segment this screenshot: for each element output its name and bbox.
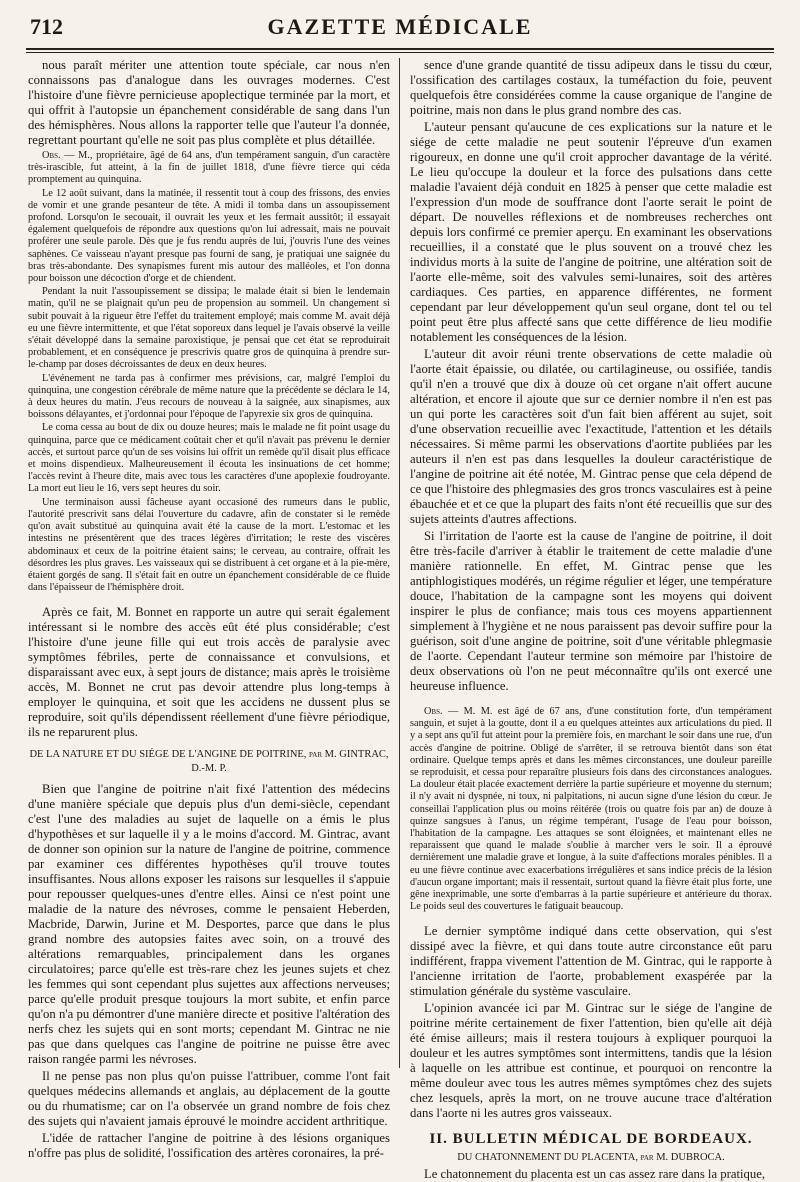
paragraph: sence d'une grande quantité de tissu adipeux dans le tissu du cœur, l'ossification des cartilages costaux, la tuméfaction du foie, peuvent quelquefois être considérées comme la cause organique de l'angine de poitrine, mais non dans le plus grand nombre des cas. bbox=[410, 58, 772, 117]
page-number: 712 bbox=[30, 14, 63, 39]
paragraph: L'opinion avancée ici par M. Gintrac sur le siége de l'angine de poitrine mérite certainement de fixer l'attention, bien qu'elle ait déjà été émise ailleurs; mais il restera toujours à expliquer pourquoi la douleur et les autres symptômes sont intermittens, tandis que la lésion à laquelle on les attribue est continue, et pourquoi on rencontre la même douleur avec tous les autres mêmes symptômes chez des sujets chez lesquels, après la mort, on ne trouve aucune trace d'altération dans l'aorte ni les autres gros vaisseaux. bbox=[410, 1001, 772, 1121]
observation-paragraph: L'événement ne tarda pas à confirmer mes prévisions, car, malgré l'emploi du quinquina, une congestion cérébrale de même nature que la précédente se déclara le 14, à deux heures du matin. J'eus recours de nouveau à la saignée, aux sinapismes, aux boissons délayantes, et j'ordonnai pour l'époque de l'apyrexie six gros de quinquina. bbox=[28, 372, 390, 421]
header-rule bbox=[26, 48, 774, 50]
observation-text: — M. M. est âgé de 67 ans, d'une constitution forte, d'un tempérament sanguin, et sujet à la goutte, dont il a eu quelques atteintes aux articulations du pied. Il y a sept ans qu'il fut atteint pour la première fois, en marchant le soir dans une rue, d'un accès d'angine de poitrine. Obligé de s'arrêter, il se retrouva bientôt dans son état ordinaire. Quelque temps après et dans les mêmes circonstances, une douleur pareille se reproduisit, et cessa pour reparaître plusieurs fois dans des circonstances analogues. La douleur était placée exactement derrière la partie supérieure et moyenne du sternum; il n'y avait ni dyspnée, ni toux, ni palpitations, ni aucun signe d'une lésion du cœur. Je conseillai l'application plus ou moins réitérée (trois ou quatre fois par an) de douze à quinze sangsues à l'anus, un régime tempérant, l'usage de l'eau pour boisson, l'habitation de la campagne. Les attaques se sont éloignées, et maintenant elles ne reparaissent que quand le malade s'oublie à marcher vers le soir. Il a éprouvé dernièrement une maladie grave et longue, à la suite d'affections morales pénibles. Il a eu une fièvre continue avec exacerbations irrégulières et sans indice précis de la lésion d'aucun organe important; mais il ressentait, surtout quand la fièvre était plus forte, une gêne inexprimable, une sorte d'embarras à la partie supérieure et antérieure du thorax. Le poids seul des couvertures le fatiguait beaucoup. bbox=[410, 706, 772, 913]
observation-paragraph bbox=[410, 706, 772, 913]
observation-text: — M., propriétaire, âgé de 64 ans, d'un tempérament sanguin, d'un caractère très-irascible, fut atteint, à la fin de juillet 1818, d'une fièvre tierce qui céda promptement au quinquina. bbox=[28, 150, 391, 186]
observation-label: Obs. bbox=[42, 150, 61, 161]
page-header bbox=[30, 12, 770, 46]
paragraph: L'idée de rattacher l'angine de poitrine à des lésions organiques n'offre pas plus de solidité, l'ossification des artères coronaires, la pré- bbox=[28, 1131, 390, 1161]
spacer bbox=[410, 696, 772, 706]
paragraph: L'auteur pensant qu'aucune de ces explications sur la nature et le siége de cette maladie ne peut soutenir l'épreuve d'un examen rigoureux, en donne une qu'il croit approcher davantage de la vérité. Le lieu qu'occupe la douleur et la force des pulsations dans cette maladie l'avaient déjà conduit en 1825 à penser que cette maladie est l'expression d'un mode de souffrance dont l'aorte serait le point de départ. De nouvelles réflexions et de nombreuses recherches ont depuis lors confirmé ce premier aperçu. En examinant les observations recueillies, il a constaté que le plus souvent on a trouvé chez les individus morts à la suite de l'angine de poitrine, une altération soit de l'aorte elle-même, soit des valvules semi-lunaires, soit des artères cardiaques. Ces parties, en apparence différentes, ne forment cependant par leur développement qu'un seul organe, dont tel ou tel point peut être plus affecté sans que cette différence de lieu modifie notablement les conséquences de la lésion. bbox=[410, 120, 772, 344]
running-title: GAZETTE MÉDICALE bbox=[267, 14, 533, 39]
article-title: DE LA NATURE ET DU SIÉGE DE L'ANGINE DE POITRINE, par M. GINTRAC, D.-M. P. bbox=[29, 749, 389, 775]
paragraph: Après ce fait, M. Bonnet en rapporte un autre qui serait également intéressant si le nombre des accès eût été plus considérable; c'est l'histoire d'une jeune fille qui eut trois accès de paralysie avec symptômes fébriles, perte de connaissance et convulsions, et disparaissant avec eux, à sept jours de distance; mais après le troisième accès, M. Bonnet ne crut pas devoir attendre plus long-temps à employer le quinquina, et soit que les accidens ne dussent plus se reproduire, soit qu'ils dépendissent réellement d'une fièvre périodique, ils ne reparurent plus. bbox=[28, 605, 390, 740]
observation-paragraph: Le 12 août suivant, dans la matinée, il ressentit tout à coup des frissons, des envies de vomir et une grande pesanteur de tête. A midi il tomba dans un assoupissement profond. Lorsqu'on le secouait, il ouvrait les yeux et les fermait aussitôt; il essayait également quelquefois de répondre aux questions qu'on lui adressait, mais ne pouvait proférer une seule parole. Dès que je fus rendu auprès de lui, j'ouvris l'une des veines saphènes. Ce vaisseau n'ayant presque pas fourni de sang, je pratiquai une saignée du bras très-abondante. Des synapismes furent mis autour des malléoles, et l'on donna pour boisson une décoction d'orge et de chiendent. bbox=[28, 187, 390, 285]
paragraph: nous paraît mériter une attention toute spéciale, car nous n'en connaissons pas d'analogue dans les ouvrages modernes. C'est l'histoire d'une fièvre pernicieuse apoplectique terminée par la mort, et qui offrit à l'autopsie un épanchement considérable de sang dans l'un des hémisphères. Nous allons la rapporter telle que l'auteur l'a donnée, regrettant pourtant qu'elle ne soit pas plus complète et plus détaillée. bbox=[28, 58, 390, 147]
paragraph: Le dernier symptôme indiqué dans cette observation, qui s'est dissipé avec la fièvre, et qui dans toute autre circonstance eût paru indifférent, frappa vivement l'attention de M. Gintrac, qui le rapporte à l'ancienne irritation de l'aorte, probablement exaspérée par la stimulation générale du système vasculaire. bbox=[410, 924, 772, 999]
section-title: II. BULLETIN MÉDICAL DE BORDEAUX. bbox=[429, 1131, 753, 1148]
observation-paragraph bbox=[28, 150, 390, 187]
left-column bbox=[28, 58, 391, 1161]
section-subtitle: DU CHATONNEMENT DU PLACENTA, par M. DUBROCA. bbox=[457, 1152, 725, 1164]
observation-paragraph: Pendant la nuit l'assoupissement se dissipa; le malade était si bien le lendemain matin, qu'il ne se plaignait qu'un peu de propension au sommeil. Un changement si subit pouvait à la rigueur être l'effet du traitement employé; mais comme M. avait déjà eu une fièvre intermittente, et que l'état soporeux dans lequel je l'avais observé la veille s'était développé dans la semaine paroxistique, je pensai que cet état se reproduirait probablement, et en conséquence je prescrivis quatre gros de quinquina à prendre sur-le-champ par doses décroissantes de deux en deux heures. bbox=[28, 286, 390, 371]
column-divider bbox=[399, 58, 400, 1068]
right-column bbox=[410, 58, 772, 1182]
paragraph: Si l'irritation de l'aorte est la cause de l'angine de poitrine, il doit être très-facile d'arriver à établir le traitement de cette maladie d'une manière rationnelle. En effet, M. Gintrac pense que les antiphlogistiques modérés, un régime régulier et léger, une température douce, l'habitation de la campagne sont les moyens qui doivent inspirer le plus de confiance; mais tous ces moyens appartiennent simplement à l'hygiène et ne nous paraissent pas devoir suffire pour la guérison, soit d'une angine de poitrine, soit d'une véritable phlegmasie de l'aorte. Cependant l'auteur termine son mémoire par l'histoire de deux observations où l'on ne peut méconnaître qu'ils ont exercé une heureuse influence. bbox=[410, 529, 772, 693]
spacer bbox=[410, 914, 772, 924]
observation-label: Obs. bbox=[424, 706, 443, 717]
paragraph: L'auteur dit avoir réuni trente observations de cette maladie où l'aorte était épaissie, ou dilatée, ou cartilagineuse, ou ossifiée, tandis qu'il n'en a trouvé que dix à douze où cet organe n'ait offert aucune altération, et encore il ajoute que sur ce dernier nombre il n'en est pas un qui porte les caractères soit d'un fait bien afférent au sujet, soit d'une observation recueillie avec l'exactitude, l'attention et les détails nécessaires. Si même parmi les observations d'aortite publiées par les auteurs il n'en est pas dans lesquelles la douleur caractéristique de l'angine de poitrine ait été notée, M. Gintrac pense que cela dépend de ce que l'histoire des phlegmasies des gros troncs vasculaires est à peine ébauchée et et ce que la plupart des faits n'ont été recueillis que sur des sujets atteints d'autres affections. bbox=[410, 347, 772, 526]
observation-paragraph: Le coma cessa au bout de dix ou douze heures; mais le malade ne fit point usage du quinquina, parce que ce médicament coûtait cher et qu'il n'avait pas prévenu le dernier accès, et surtout parce qu'un de ses voisins lui offrit un remède qu'il disait plus efficace et moins dispendieux. Malheureusement il écouta les insinuations de cet homme; l'accès revint à l'heure dite, mais avec tous les caractères d'une apoplexie foudroyante. La mort eut lieu le 16, vers sept heures du soir. bbox=[28, 422, 390, 495]
header-rule-thin bbox=[26, 52, 774, 53]
paragraph: Le chatonnement du placenta est un cas assez rare dans la pratique, bbox=[424, 1167, 766, 1182]
spacer bbox=[28, 595, 390, 605]
paragraph: Bien que l'angine de poitrine n'ait fixé l'attention des médecins d'une manière spéciale que depuis plus d'un demi-siècle, cependant c'est l'une des maladies au sujet de laquelle on a émis le plus d'hypothèses et sur laquelle il y a le moins d'accord. M. Gintrac, avant de donner son opinion sur la nature de l'angine de poitrine, commence par examiner ces différentes hypothèses qu'il trouve toutes insuffisantes. Nous allons exposer les raisons sur lesquelles il s'appuie pour repousser quelques-unes d'entre elles. Ainsi ce n'est point une maladie de la nature des névroses, comme le pensaient Heberden, Macbride, Darwin, Jurine et M. Desportes, parce que dans le plus grand nombre des autopsies faites avec soin, on a trouvé des altérations remarquables, principalement dans les organes circulatoires; parce qu'elle est très-rare chez les jeunes sujets et chez les femmes qui sont cependant plus sujettes aux affections nerveuses; parce qu'elle produit presque toujours la mort subite, et enfin parce qu'on n'a pu démontrer d'une manière directe et positive l'altération des nerfs chez les sujets qui en sont morts; cependant M. Gintrac ne nie pas que dans quelques cas l'angine de poitrine ne puisse être avec raison rangée parmi les névroses. bbox=[28, 782, 390, 1067]
paragraph: Il ne pense pas non plus qu'on puisse l'attribuer, comme l'ont fait quelques médecins allemands et anglais, au déplacement de la goutte ou du rhumatisme; car on l'a observée un grand nombre de fois chez des sujets qui n'avaient jamais éprouvé le moindre accident arthritique. bbox=[28, 1069, 390, 1129]
observation-paragraph: Une terminaison aussi fâcheuse ayant occasioné des rumeurs dans le public, l'autorité prescrivit sans délai l'ouverture du cadavre, afin de constater si le remède qu'on avait substitué au quinquina avait été la cause de la mort. L'estomac et les intestins ne présentèrent que des traces légères d'irritation; le reste des viscères abdominaux et ceux de la poitrine étaient sains; le cerveau, au contraire, offrait les désordres les plus graves. Les vaisseaux qui se distribuent à cet organe et à la pie-mère, étaient gorgés de sang. Il s'était fait en outre un épanchement considérable de ce fluide dans l'épaisseur de l'hémisphère droit. bbox=[28, 496, 390, 594]
